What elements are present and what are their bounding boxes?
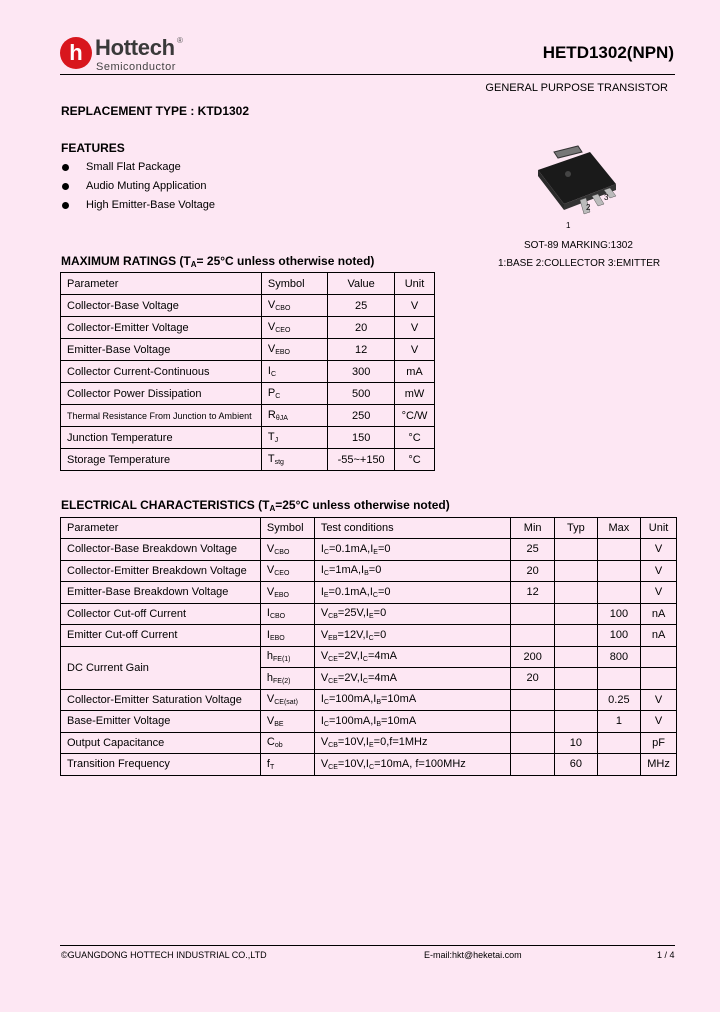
symbol-sub: T — [269, 763, 275, 771]
symbol-main: V — [266, 542, 275, 555]
value-cell: 250 — [328, 405, 395, 427]
subtitle: GENERAL PURPOSE TRANSISTOR — [485, 82, 668, 94]
symbol-cell — [260, 539, 314, 561]
table-row — [61, 689, 677, 711]
feature-text: High Emitter-Base Voltage — [86, 199, 216, 211]
symbol-main: P — [267, 387, 276, 399]
typ-cell — [555, 603, 598, 625]
unit-cell: mA — [395, 361, 435, 383]
max-cell — [597, 754, 640, 776]
condition-cell: $V_{CE}=10V,I_C=10mA$, f=100MHz — [314, 754, 510, 776]
header-cell: Symbol — [261, 273, 327, 295]
param-cell: Collector Power Dissipation — [61, 383, 262, 405]
param-cell: Collector-Base Breakdown Voltage — [61, 539, 261, 561]
typ-cell — [555, 689, 598, 711]
max-cell — [597, 539, 640, 561]
footer-page: 1 / 4 — [657, 950, 675, 960]
table-row — [61, 449, 435, 471]
symbol-sub: ob — [274, 742, 283, 750]
symbol-main: V — [267, 343, 276, 355]
unit-cell: V — [641, 582, 677, 604]
heading-text: =25°C unless otherwise noted) — [275, 498, 450, 512]
table-row — [61, 625, 677, 647]
symbol-sub: FE(2) — [273, 677, 291, 685]
value-cell: 500 — [328, 383, 395, 405]
max-cell: 100 — [597, 603, 640, 625]
header-cell: Parameter — [61, 518, 261, 539]
symbol-sub: FE(1) — [273, 656, 291, 664]
symbol-sub: EBO — [275, 349, 291, 356]
symbol-main: I — [266, 628, 270, 641]
features-heading: FEATURES — [61, 141, 125, 155]
max-cell: 1 — [597, 711, 640, 733]
typ-cell — [555, 625, 598, 647]
symbol-sub: C — [275, 393, 281, 400]
min-cell: 20 — [511, 668, 555, 690]
bullet-icon — [62, 202, 69, 209]
package-marking: SOT-89 MARKING:1302 — [524, 240, 633, 251]
heading-sub: A — [190, 260, 197, 269]
table-row — [61, 754, 677, 776]
header-cell: Test conditions — [314, 518, 510, 539]
symbol-main: C — [266, 736, 275, 749]
symbol-cell — [260, 689, 314, 711]
typ-cell: 10 — [555, 732, 598, 754]
condition-cell: $I_E=0.1mA,I_C=0$ — [314, 582, 510, 604]
feature-text: Audio Muting Application — [86, 180, 207, 192]
table-row — [61, 603, 677, 625]
typ-cell — [555, 539, 598, 561]
symbol-sub: C — [270, 371, 276, 378]
symbol-sub: CEO — [275, 327, 291, 334]
param-cell: Output Capacitance — [61, 732, 261, 754]
table-row — [61, 582, 677, 604]
condition-cell: $V_{CE}=2V,I_C=4mA$ — [314, 646, 510, 668]
table-header-row — [61, 273, 435, 295]
symbol-main: V — [266, 564, 275, 577]
value-cell: -55~+150 — [328, 449, 395, 471]
symbol-cell — [261, 317, 327, 339]
symbol-sub: CE(sat) — [274, 699, 298, 707]
unit-cell: mW — [395, 383, 435, 405]
registered-mark: ® — [177, 36, 183, 45]
header-cell: Typ — [555, 518, 598, 539]
unit-cell: nA — [641, 625, 677, 647]
symbol-main: I — [267, 365, 271, 377]
unit-cell: °C/W — [395, 405, 435, 427]
table-row — [61, 427, 435, 449]
table-row — [61, 405, 435, 427]
param-cell: Collector-Emitter Breakdown Voltage — [61, 560, 261, 582]
max-cell — [597, 732, 640, 754]
param-cell: Storage Temperature — [61, 449, 262, 471]
symbol-cell — [260, 560, 314, 582]
symbol-cell — [261, 339, 327, 361]
electrical-heading — [61, 498, 450, 513]
symbol-cell — [260, 732, 314, 754]
symbol-cell — [261, 427, 327, 449]
symbol-main: T — [267, 453, 275, 465]
unit-cell: pF — [641, 732, 677, 754]
min-cell — [511, 711, 555, 733]
max-cell: 0.25 — [597, 689, 640, 711]
feature-item — [62, 180, 206, 192]
min-cell: 25 — [511, 539, 555, 561]
max-ratings-table — [60, 272, 435, 471]
symbol-cell — [260, 582, 314, 604]
value-cell: 12 — [328, 339, 395, 361]
typ-cell: 60 — [555, 754, 598, 776]
max-cell — [597, 582, 640, 604]
header-cell: Unit — [395, 273, 435, 295]
symbol-sub: J — [274, 437, 279, 444]
symbol-cell — [260, 603, 314, 625]
pin-1-label: 1 — [566, 221, 571, 230]
header-cell: Unit — [641, 518, 677, 539]
pin-3-label: 3 — [604, 193, 609, 202]
logo-letter: h — [69, 40, 83, 65]
table-row — [61, 295, 435, 317]
table-row — [61, 711, 677, 733]
max-cell — [597, 560, 640, 582]
table-row — [61, 646, 677, 668]
param-cell: Thermal Resistance From Junction to Ambient — [61, 405, 262, 427]
min-cell: 20 — [511, 560, 555, 582]
unit-cell: V — [641, 560, 677, 582]
bullet-icon — [62, 164, 69, 171]
unit-cell: V — [395, 339, 435, 361]
condition-cell: $V_{CB}=10V,I_E=0,f=1MHz$ — [314, 732, 510, 754]
value-cell: 150 — [328, 427, 395, 449]
typ-cell — [555, 646, 598, 668]
unit-cell: V — [641, 689, 677, 711]
symbol-cell — [261, 449, 327, 471]
table-row — [61, 383, 435, 405]
symbol-sub: CBO — [269, 613, 286, 621]
unit-cell: V — [641, 711, 677, 733]
value-cell: 25 — [328, 295, 395, 317]
replacement-type: REPLACEMENT TYPE : KTD1302 — [61, 104, 250, 118]
unit-cell: V — [395, 295, 435, 317]
unit-cell — [641, 646, 677, 668]
header-rule — [60, 74, 675, 75]
symbol-cell — [260, 625, 314, 647]
condition-cell: $V_{CE}=2V,I_C=4mA$ — [314, 668, 510, 690]
symbol-main: h — [266, 650, 273, 663]
heading-text: = 25°C unless otherwise noted) — [196, 254, 375, 268]
header-cell: Parameter — [61, 273, 262, 295]
condition-cell: $I_C=100mA,I_B=10mA$ — [314, 711, 510, 733]
sot89-package-image — [520, 140, 630, 230]
min-cell: 200 — [511, 646, 555, 668]
param-cell: DC Current Gain — [61, 646, 261, 689]
param-cell: Emitter-Base Voltage — [61, 339, 262, 361]
condition-cell: $I_C=100mA,I_B=10mA$ — [314, 689, 510, 711]
unit-cell: V — [641, 539, 677, 561]
value-cell: 20 — [328, 317, 395, 339]
symbol-sub: CEO — [274, 570, 290, 578]
param-cell: Collector-Emitter Saturation Voltage — [61, 689, 261, 711]
symbol-cell — [260, 668, 314, 690]
param-cell: Base-Emitter Voltage — [61, 711, 261, 733]
feature-item — [62, 161, 181, 173]
header-cell: Min — [511, 518, 555, 539]
condition-cell: $V_{CB}=25V,I_E=0$ — [314, 603, 510, 625]
symbol-sub: CBO — [275, 305, 291, 312]
param-cell: Collector Current-Continuous — [61, 361, 262, 383]
symbol-main: I — [266, 607, 270, 620]
symbol-cell — [261, 361, 327, 383]
param-cell: Collector-Emitter Voltage — [61, 317, 262, 339]
symbol-sub: EBO — [269, 634, 285, 642]
symbol-sub: stg — [274, 459, 284, 466]
table-row — [61, 732, 677, 754]
condition-cell: $I_C=0.1mA,I_E=0$ — [314, 539, 510, 561]
max-cell: 100 — [597, 625, 640, 647]
table-row — [61, 339, 435, 361]
max-cell: 800 — [597, 646, 640, 668]
value-cell: 300 — [328, 361, 395, 383]
table-row — [61, 361, 435, 383]
min-cell — [511, 603, 555, 625]
unit-cell: °C — [395, 449, 435, 471]
min-cell: 12 — [511, 582, 555, 604]
min-cell — [511, 689, 555, 711]
symbol-main: T — [267, 431, 275, 443]
logo-subtitle: Semiconductor — [96, 61, 176, 73]
symbol-main: h — [266, 671, 273, 684]
heading-text: ELECTRICAL CHARACTERISTICS (T — [61, 498, 270, 512]
table-header-row — [61, 518, 677, 539]
min-cell — [511, 754, 555, 776]
symbol-main: V — [267, 321, 276, 333]
typ-cell — [555, 582, 598, 604]
table-row — [61, 560, 677, 582]
symbol-sub: BE — [274, 720, 284, 728]
symbol-main: V — [266, 585, 275, 598]
param-cell: Collector-Base Voltage — [61, 295, 262, 317]
symbol-main: V — [266, 693, 275, 706]
feature-item — [62, 199, 215, 211]
symbol-cell — [261, 295, 327, 317]
logo-mark — [60, 37, 92, 69]
unit-cell: °C — [395, 427, 435, 449]
param-cell: Junction Temperature — [61, 427, 262, 449]
symbol-cell — [260, 646, 314, 668]
symbol-main: V — [266, 714, 275, 727]
header-cell: Max — [597, 518, 640, 539]
footer-email: E-mail:hkt@heketai.com — [424, 950, 522, 960]
typ-cell — [555, 711, 598, 733]
param-cell: Transition Frequency — [61, 754, 261, 776]
min-cell — [511, 625, 555, 647]
electrical-table — [60, 517, 677, 776]
part-title: HETD1302(NPN) — [542, 43, 674, 62]
param-cell: Collector Cut-off Current — [61, 603, 261, 625]
bullet-icon — [62, 183, 69, 190]
condition-cell: $V_{EB}=12V,I_C=0$ — [314, 625, 510, 647]
symbol-sub: CBO — [274, 548, 290, 556]
footer-rule — [60, 945, 675, 946]
symbol-main: R — [267, 409, 276, 421]
max-ratings-heading — [61, 254, 374, 269]
unit-cell: nA — [641, 603, 677, 625]
symbol-main: f — [266, 757, 270, 770]
table-row — [61, 539, 677, 561]
param-cell: Emitter Cut-off Current — [61, 625, 261, 647]
symbol-cell — [260, 754, 314, 776]
header-cell: Value — [328, 273, 395, 295]
package-pinout: 1:BASE 2:COLLECTOR 3:EMITTER — [498, 258, 661, 269]
heading-sub: A — [269, 504, 276, 513]
param-cell: Emitter-Base Breakdown Voltage — [61, 582, 261, 604]
symbol-cell — [261, 405, 327, 427]
heading-text: MAXIMUM RATINGS (T — [61, 254, 191, 268]
header-cell: Symbol — [260, 518, 314, 539]
symbol-cell — [260, 711, 314, 733]
unit-cell: MHz — [641, 754, 677, 776]
logo-word: Hottech — [95, 35, 175, 60]
symbol-cell — [261, 383, 327, 405]
unit-cell: V — [395, 317, 435, 339]
pin-2-label: 2 — [586, 203, 591, 212]
unit-cell — [641, 668, 677, 690]
typ-cell — [555, 668, 598, 690]
footer-company: ©GUANGDONG HOTTECH INDUSTRIAL CO.,LTD — [61, 950, 267, 960]
min-cell — [511, 732, 555, 754]
max-cell — [597, 668, 640, 690]
typ-cell — [555, 560, 598, 582]
feature-text: Small Flat Package — [86, 161, 181, 173]
symbol-main: V — [267, 299, 276, 311]
table-row — [61, 317, 435, 339]
symbol-sub: θJA — [275, 415, 288, 422]
condition-cell: $I_C=1mA,I_B=0$ — [314, 560, 510, 582]
symbol-sub: EBO — [274, 591, 290, 599]
